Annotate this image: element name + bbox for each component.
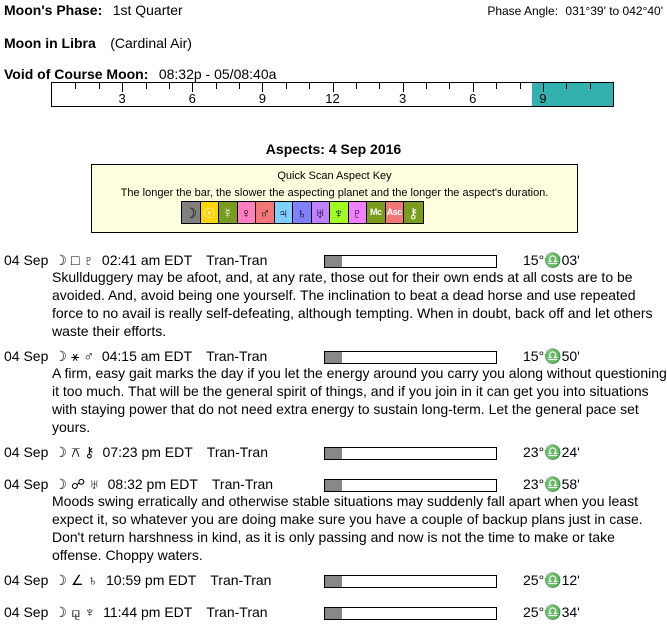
voc-tick <box>146 83 147 89</box>
voc-tick-label: 9 <box>258 91 266 106</box>
key-sun-icon: ☉ <box>201 202 220 223</box>
aspect-glyph-icon: ⚼ <box>70 604 81 620</box>
duration-bar-fill <box>325 352 342 363</box>
aspect-position: 15°♎03' <box>523 252 580 268</box>
planet2-icon: ♇ <box>83 252 94 268</box>
aspect-date: 04 Sep <box>4 444 49 460</box>
aspect-date: 04 Sep <box>4 572 49 588</box>
key-mars-icon: ♂ <box>256 202 275 223</box>
aspect-time: 10:59 pm EDT <box>106 572 197 588</box>
voc-tick <box>75 83 76 89</box>
key-mercury-icon: ☿ <box>219 202 238 223</box>
aspect-entry <box>4 252 267 269</box>
phase-angle-label: Phase Angle: <box>487 4 559 18</box>
duration-bar-fill <box>325 576 342 587</box>
voc-tick <box>169 83 170 89</box>
planet1-icon: ☽ <box>54 604 67 620</box>
planet1-icon: ☽ <box>54 252 67 268</box>
voc-tick-label: 6 <box>188 91 196 106</box>
planet2-icon: ♄ <box>87 572 98 588</box>
aspect-type: Tran-Tran <box>206 252 268 268</box>
key-saturn-icon: ♄ <box>293 202 312 223</box>
aspect-type: Tran-Tran <box>211 476 274 492</box>
aspects-title: Aspects: 4 Sep 2016 <box>265 141 402 157</box>
voc-tick <box>216 83 217 89</box>
voc-tick <box>566 83 567 89</box>
aspect-glyph-icon: ∠ <box>70 572 84 588</box>
aspect-entry <box>4 444 268 461</box>
moon-sign-value: (Cardinal Air) <box>110 35 192 51</box>
aspect-interpretation: A firm, easy gait marks the day if you let the energy around you carry you along without questioning it too much. That will be the general spirit of things, and if you join in it can get you into situations with staying power that do not need extra energy to sustain long-term. Let the general pace set yours. <box>52 365 667 435</box>
key-ascendant-icon: Asc <box>386 202 405 223</box>
aspect-entry <box>4 572 271 589</box>
aspect-position: 15°♎50' <box>523 348 580 364</box>
phase-angle-row <box>487 4 663 18</box>
duration-bar-fill <box>325 480 342 491</box>
moon-phase-value: 1st Quarter <box>112 2 183 18</box>
voc-tick <box>239 83 240 89</box>
aspect-time: 02:41 am EDT <box>101 252 193 268</box>
duration-bar-fill <box>325 608 342 619</box>
moon-phase-label: Moon's Phase: <box>4 2 103 18</box>
voc-label: Void of Course Moon: <box>4 66 149 82</box>
duration-bar <box>324 447 497 460</box>
voc-tick <box>590 83 591 89</box>
planet1-icon: ☽ <box>54 572 67 588</box>
aspect-key-planet-strip <box>181 201 424 224</box>
duration-bar-fill <box>325 448 342 459</box>
voc-tick-label: 3 <box>399 91 407 106</box>
aspect-entry <box>4 604 268 621</box>
aspect-type: Tran-Tran <box>210 572 272 588</box>
voc-tick-label: 6 <box>469 91 477 106</box>
voc-timeline <box>51 82 614 107</box>
aspect-glyph-icon: ☍ <box>70 476 86 492</box>
voc-tick <box>286 83 287 89</box>
aspect-type: Tran-Tran <box>206 348 268 364</box>
duration-bar-fill <box>325 256 342 267</box>
aspect-position: 23°♎24' <box>523 444 580 460</box>
voc-tick <box>309 83 310 89</box>
planet1-icon: ☽ <box>54 444 67 460</box>
aspect-date: 04 Sep <box>4 252 49 268</box>
aspect-date: 04 Sep <box>4 348 49 364</box>
key-venus-icon: ♀ <box>238 202 257 223</box>
planet1-icon: ☽ <box>54 348 67 364</box>
duration-bar <box>324 607 497 620</box>
aspect-interpretation: Skullduggery may be afoot, and, at any rate, those out for their own ends at all costs are to be avoided. And, avoid being one yourself. The inclination to beat a dead horse and use repeated force to no avail is really self-defeating, although tempting. When in doubt, back off and let others waste their efforts. <box>52 269 653 339</box>
voc-tick <box>379 83 380 89</box>
aspect-position: 25°♎34' <box>523 604 580 620</box>
aspect-glyph-icon: ⚻ <box>70 444 81 460</box>
duration-bar <box>324 575 497 588</box>
planet1-icon: ☽ <box>54 476 67 492</box>
moon-sign-label: Moon in Libra <box>4 35 96 51</box>
aspect-time: 04:15 am EDT <box>101 348 193 364</box>
phase-angle-value: 031°39' to 042°40' <box>565 4 663 18</box>
key-pluto-icon: ♇ <box>349 202 368 223</box>
voc-tick <box>496 83 497 89</box>
aspect-glyph-icon: □ <box>70 252 80 268</box>
voc-tick <box>99 83 100 89</box>
key-midheaven-icon: Mc <box>367 202 386 223</box>
voc-tick <box>449 83 450 89</box>
key-uranus-icon: ♅ <box>312 202 331 223</box>
voc-value: 08:32p - 05/08:40a <box>158 66 277 82</box>
aspect-time: 08:32 pm EDT <box>107 476 198 492</box>
aspect-date: 04 Sep <box>4 604 49 620</box>
aspect-key-box <box>91 164 578 233</box>
aspect-interpretation: Moods swing erratically and otherwise stable situations may suddenly fall apart when you least expect it, so whatever you are doing make sure you have a couple of backup plans just in case. Don't return harshness in kind, as it is only passing and now is not the time to make or take offense. Choppy waters. <box>52 493 643 563</box>
aspect-type: Tran-Tran <box>206 604 268 620</box>
aspect-position: 23°♎58' <box>523 476 580 492</box>
key-chiron-icon: ⚷ <box>404 202 423 223</box>
voc-tick <box>520 83 521 89</box>
aspect-glyph-icon: ⚹ <box>70 348 80 364</box>
aspect-entry <box>4 348 267 365</box>
aspect-date: 04 Sep <box>4 476 49 492</box>
duration-bar <box>324 351 497 364</box>
voc-tick <box>356 83 357 89</box>
aspect-time: 07:23 pm EDT <box>102 444 193 460</box>
planet2-icon: ♆ <box>84 604 96 620</box>
duration-bar <box>324 479 497 492</box>
voc-tick <box>426 83 427 89</box>
planet2-icon: ♂ <box>83 348 94 364</box>
moon-sign-row <box>4 35 192 53</box>
aspect-type: Tran-Tran <box>206 444 268 460</box>
voc-tick-label: 3 <box>118 91 126 106</box>
planet2-icon: ♅ <box>89 476 100 492</box>
key-neptune-icon: ♆ <box>330 202 349 223</box>
key-jupiter-icon: ♃ <box>275 202 294 223</box>
voc-tick-label: 9 <box>539 91 547 106</box>
key-moon-icon: ☽ <box>182 202 201 223</box>
aspect-position: 25°♎12' <box>523 572 580 588</box>
aspect-key-title: Quick Scan Aspect Key <box>277 170 392 182</box>
aspect-key-description: The longer the bar, the slower the aspecting planet and the longer the aspect's duration. <box>120 187 549 199</box>
planet2-icon: ⚷ <box>84 444 95 460</box>
aspect-time: 11:44 pm EDT <box>103 604 193 620</box>
duration-bar <box>324 255 497 268</box>
aspect-entry <box>4 476 273 493</box>
voc-tick-label: 12 <box>325 91 340 106</box>
moon-phase-row <box>4 2 183 20</box>
